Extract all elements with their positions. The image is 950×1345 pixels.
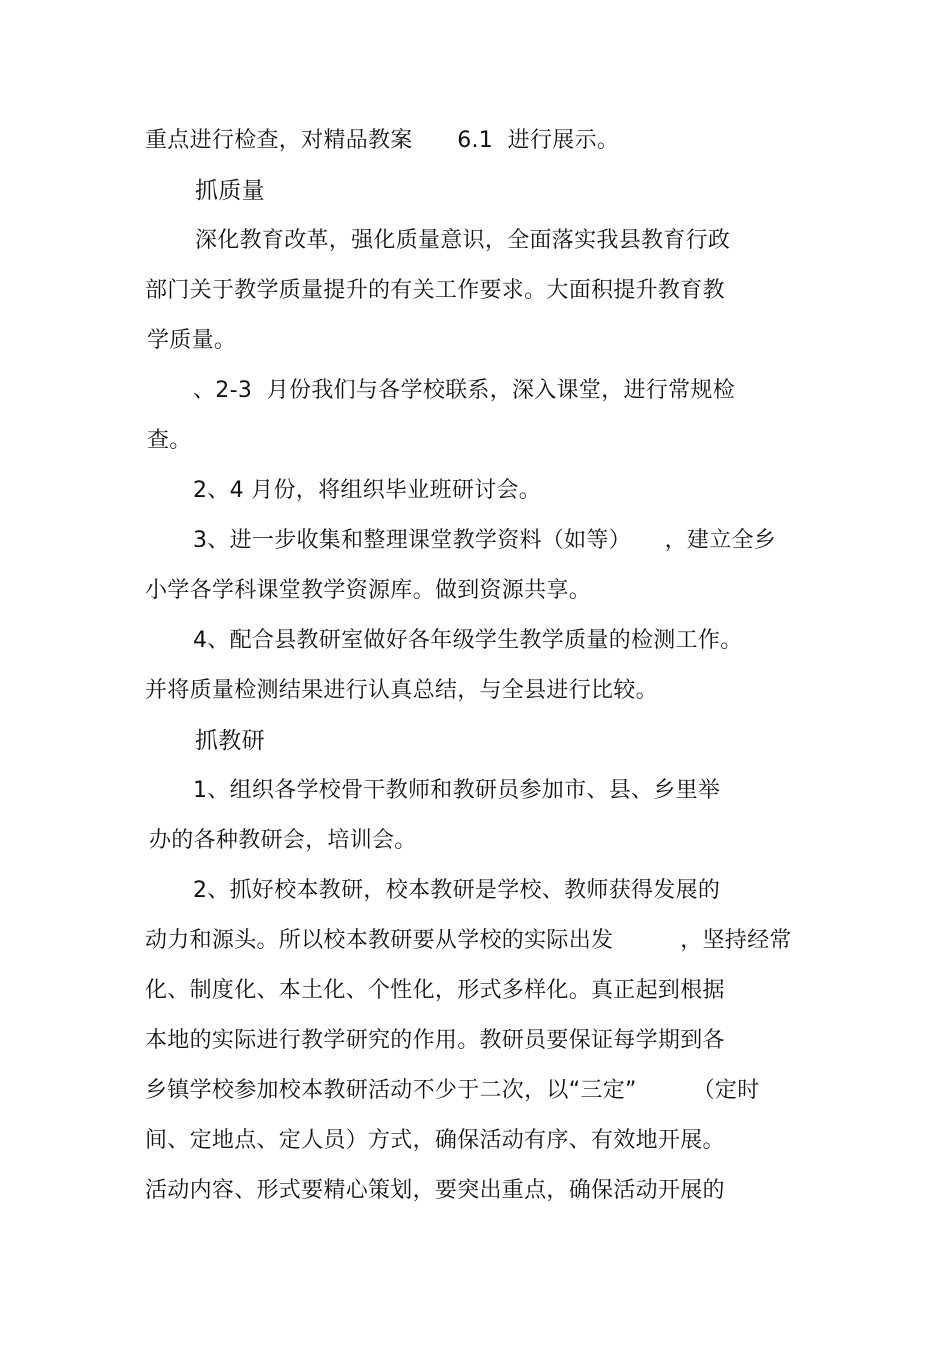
text-line: 学质量。 <box>147 328 237 353</box>
text-line: 部门关于教学质量提升的有关工作要求。大面积提升教育教 <box>145 278 725 303</box>
text-line: 查。 <box>147 428 192 453</box>
text-line: 重点进行检查，对精品教案 6.1 进行展示。 <box>145 128 620 153</box>
list-item: 3、进一步收集和整理课堂教学资料（如等） ，建立全乡 <box>193 528 777 553</box>
text-line: 化、制度化、本土化、个性化，形式多样化。真正起到根据 <box>145 978 725 1003</box>
text-line: 小学各学科课堂教学资源库。做到资源共享。 <box>145 578 592 603</box>
section-heading: 抓质量 <box>195 178 265 204</box>
text-line: 间、定地点、定人员）方式，确保活动有序、有效地开展。 <box>145 1128 725 1153</box>
text-line: 乡镇学校参加校本教研活动不少于二次，以“三定” （定时 <box>145 1078 760 1103</box>
list-item: 、2-3 月份我们与各学校联系，深入课堂，进行常规检 <box>193 378 736 403</box>
paragraph-first-line: 深化教育改革，强化质量意识，全面落实我县教育行政 <box>195 228 731 253</box>
text-line: 动力和源头。所以校本教研要从学校的实际出发 ，坚持经常 <box>145 928 792 953</box>
list-item: 4、配合县教研室做好各年级学生教学质量的检测工作。 <box>193 628 743 653</box>
text-line: 活动内容、形式要精心策划，要突出重点，确保活动开展的 <box>145 1178 725 1203</box>
list-item: 2、抓好校本教研，校本教研是学校、教师获得发展的 <box>193 878 721 903</box>
text-line: 本地的实际进行教学研究的作用。教研员要保证每学期到各 <box>145 1028 725 1053</box>
list-item: 1、组织各学校骨干教师和教研员参加市、县、乡里举 <box>193 778 721 803</box>
text-line: 并将质量检测结果进行认真总结，与全县进行比较。 <box>145 678 658 703</box>
list-item: 2、4 月份，将组织毕业班研讨会。 <box>193 478 542 503</box>
text-line: 办的各种教研会，培训会。 <box>149 828 417 853</box>
section-heading: 抓教研 <box>195 728 265 754</box>
